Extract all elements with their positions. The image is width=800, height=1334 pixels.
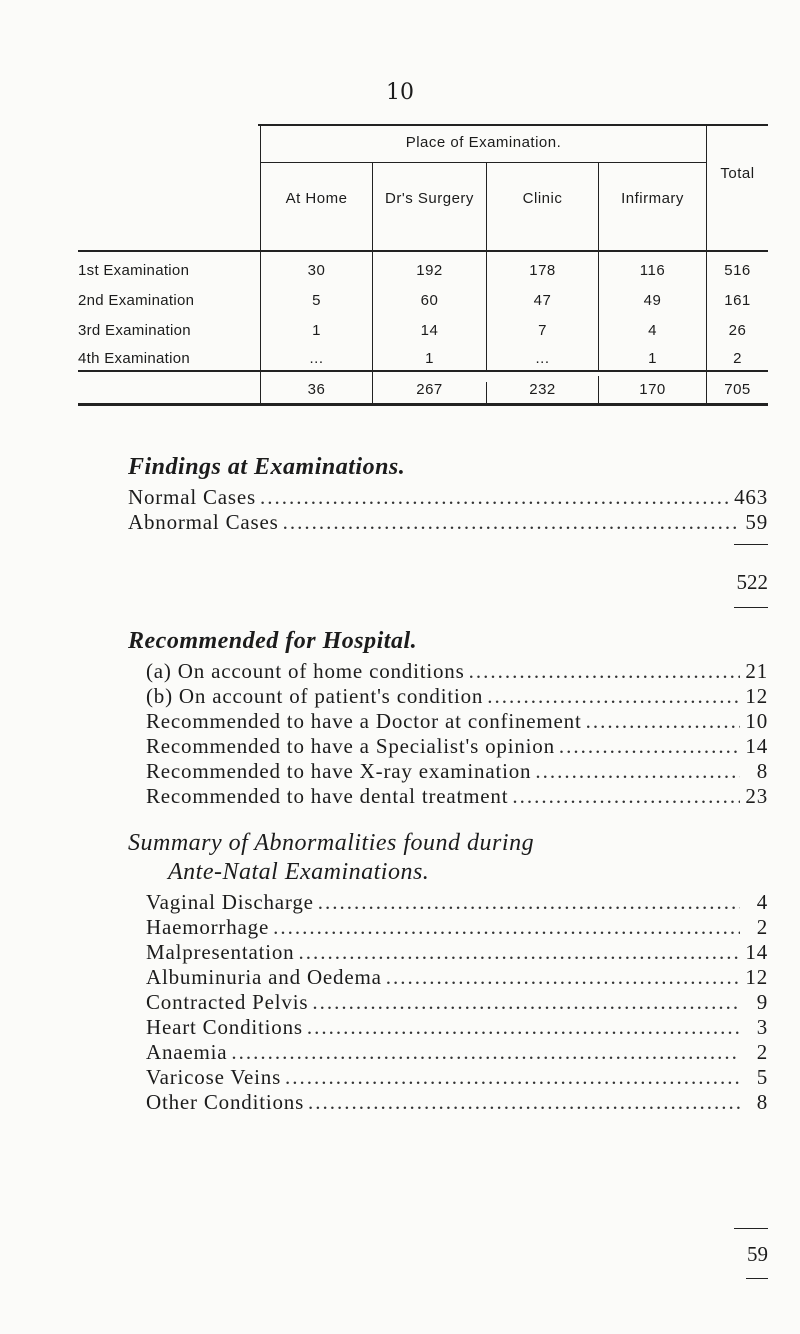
list-item	[128, 709, 768, 734]
table-cell: 26	[728, 322, 747, 339]
leader-dots	[283, 510, 740, 535]
item-label: Anaemia	[146, 1040, 228, 1064]
group-header-rule	[261, 162, 706, 163]
list-item	[128, 1090, 768, 1115]
item-value: 2	[756, 1040, 768, 1064]
table-top-rule	[258, 124, 768, 126]
item-value: 8	[756, 1090, 768, 1114]
body-bottom-rule	[78, 370, 768, 372]
row-label: 2nd Examination	[78, 292, 195, 309]
item-label: Recommended to have a Doctor at confinement	[146, 709, 582, 733]
item-label: Other Conditions	[146, 1090, 305, 1114]
table-cell: 178	[529, 262, 556, 279]
total-cell: 267	[416, 381, 443, 398]
item-value: 12	[745, 965, 768, 989]
item-label: Albuminuria and Oedema	[146, 965, 382, 989]
header-bottom-rule	[78, 250, 768, 252]
col-rule-5	[706, 124, 707, 250]
table-cell: 161	[724, 292, 751, 309]
item-label: Vaginal Discharge	[146, 890, 314, 914]
table-cell: 1	[425, 350, 434, 367]
list-item	[128, 734, 768, 759]
item-value: 4	[756, 890, 768, 914]
item-label: Contracted Pelvis	[146, 990, 309, 1014]
table-cell: ...	[309, 350, 324, 367]
item-label: (b) On account of patient's condition	[146, 684, 484, 708]
table-cell: 60	[420, 292, 439, 309]
total-header: Total	[720, 165, 755, 182]
table-cell: 5	[312, 292, 321, 309]
item-value: 12	[745, 684, 768, 708]
leader-dots	[312, 990, 740, 1015]
summary-subheading: Ante-Natal Examinations.	[168, 859, 430, 885]
list-item	[128, 965, 768, 990]
sum-rule	[734, 544, 768, 545]
leader-dots	[260, 485, 730, 510]
leader-dots	[586, 709, 740, 734]
total-cell: 170	[639, 381, 666, 398]
hospital-section	[128, 628, 768, 828]
table-cell: 49	[643, 292, 662, 309]
table-cell: 1	[648, 350, 657, 367]
list-item	[128, 915, 768, 940]
findings-heading: Findings at Examinations.	[128, 454, 406, 480]
sum-rule	[746, 1278, 768, 1279]
item-value: 10	[745, 709, 768, 733]
list-item	[128, 510, 768, 535]
item-value: 9	[756, 990, 768, 1014]
list-item	[128, 1065, 768, 1090]
list-item	[128, 990, 768, 1015]
row-label: 3rd Examination	[78, 322, 191, 339]
column-header: Infirmary	[621, 190, 684, 207]
total-cell: 232	[529, 381, 556, 398]
list-item	[128, 1040, 768, 1065]
item-label: Normal Cases	[128, 485, 256, 509]
column-header: At Home	[285, 190, 348, 207]
item-value: 463	[734, 485, 768, 509]
list-item	[128, 485, 768, 510]
summary-heading: Summary of Abnormalities found during	[128, 830, 535, 856]
table-cell: 192	[416, 262, 443, 279]
item-value: 59	[745, 510, 768, 534]
hospital-heading: Recommended for Hospital.	[128, 628, 418, 654]
item-label: Haemorrhage	[146, 915, 270, 939]
leader-dots	[559, 734, 740, 759]
leader-dots	[469, 659, 740, 684]
sum-rule	[734, 607, 768, 608]
page-number: 10	[386, 80, 414, 105]
group-header: Place of Examination.	[405, 134, 562, 151]
item-value: 3	[756, 1015, 768, 1039]
leader-dots	[307, 1015, 740, 1040]
list-item	[128, 659, 768, 684]
item-value: 14	[745, 940, 768, 964]
examination-table	[78, 120, 768, 405]
table-bottom-rule	[78, 403, 768, 406]
item-value: 23	[745, 784, 768, 808]
item-label: Malpresentation	[146, 940, 295, 964]
summary-section	[128, 830, 768, 1320]
list-item	[128, 1015, 768, 1040]
item-label: (a) On account of home conditions	[146, 659, 465, 683]
table-cell: 14	[420, 322, 439, 339]
list-item	[128, 759, 768, 784]
row-label: 1st Examination	[78, 262, 190, 279]
leader-dots	[285, 1065, 740, 1090]
item-value: 8	[756, 759, 768, 783]
table-cell: 116	[639, 262, 666, 279]
leader-dots	[298, 940, 740, 965]
table-cell: 4	[648, 322, 657, 339]
leader-dots	[318, 890, 740, 915]
leader-dots	[386, 965, 740, 990]
list-item	[128, 940, 768, 965]
findings-total: 522	[736, 570, 768, 594]
item-label: Recommended to have dental treatment	[146, 784, 509, 808]
list-item	[128, 890, 768, 915]
list-item	[128, 784, 768, 809]
table-cell: 30	[307, 262, 326, 279]
item-value: 2	[756, 915, 768, 939]
table-cell: 1	[312, 322, 321, 339]
item-label: Varicose Veins	[146, 1065, 282, 1089]
table-cell: 47	[533, 292, 552, 309]
findings-section	[128, 454, 768, 644]
leader-dots	[308, 1090, 740, 1115]
summary-total: 59	[747, 1242, 768, 1266]
leader-dots	[535, 759, 740, 784]
item-label: Recommended to have X-ray examination	[146, 759, 532, 783]
item-value: 21	[745, 659, 768, 683]
sum-rule	[734, 1228, 768, 1229]
total-cell: 705	[724, 381, 751, 398]
leader-dots	[273, 915, 740, 940]
item-value: 5	[756, 1065, 768, 1089]
leader-dots	[487, 684, 740, 709]
item-value: 14	[745, 734, 768, 758]
item-label: Heart Conditions	[146, 1015, 303, 1039]
table-cell: 516	[724, 262, 751, 279]
row-label: 4th Examination	[78, 350, 191, 367]
item-label: Abnormal Cases	[128, 510, 279, 534]
list-item	[128, 684, 768, 709]
leader-dots	[512, 784, 740, 809]
total-cell: 36	[307, 381, 326, 398]
column-header: Dr's Surgery	[385, 190, 474, 207]
leader-dots	[231, 1040, 740, 1065]
table-cell: ...	[535, 350, 550, 367]
column-header: Clinic	[522, 190, 563, 207]
table-cell: 2	[733, 350, 742, 367]
item-label: Recommended to have a Specialist's opinion	[146, 734, 555, 758]
table-cell: 7	[538, 322, 547, 339]
